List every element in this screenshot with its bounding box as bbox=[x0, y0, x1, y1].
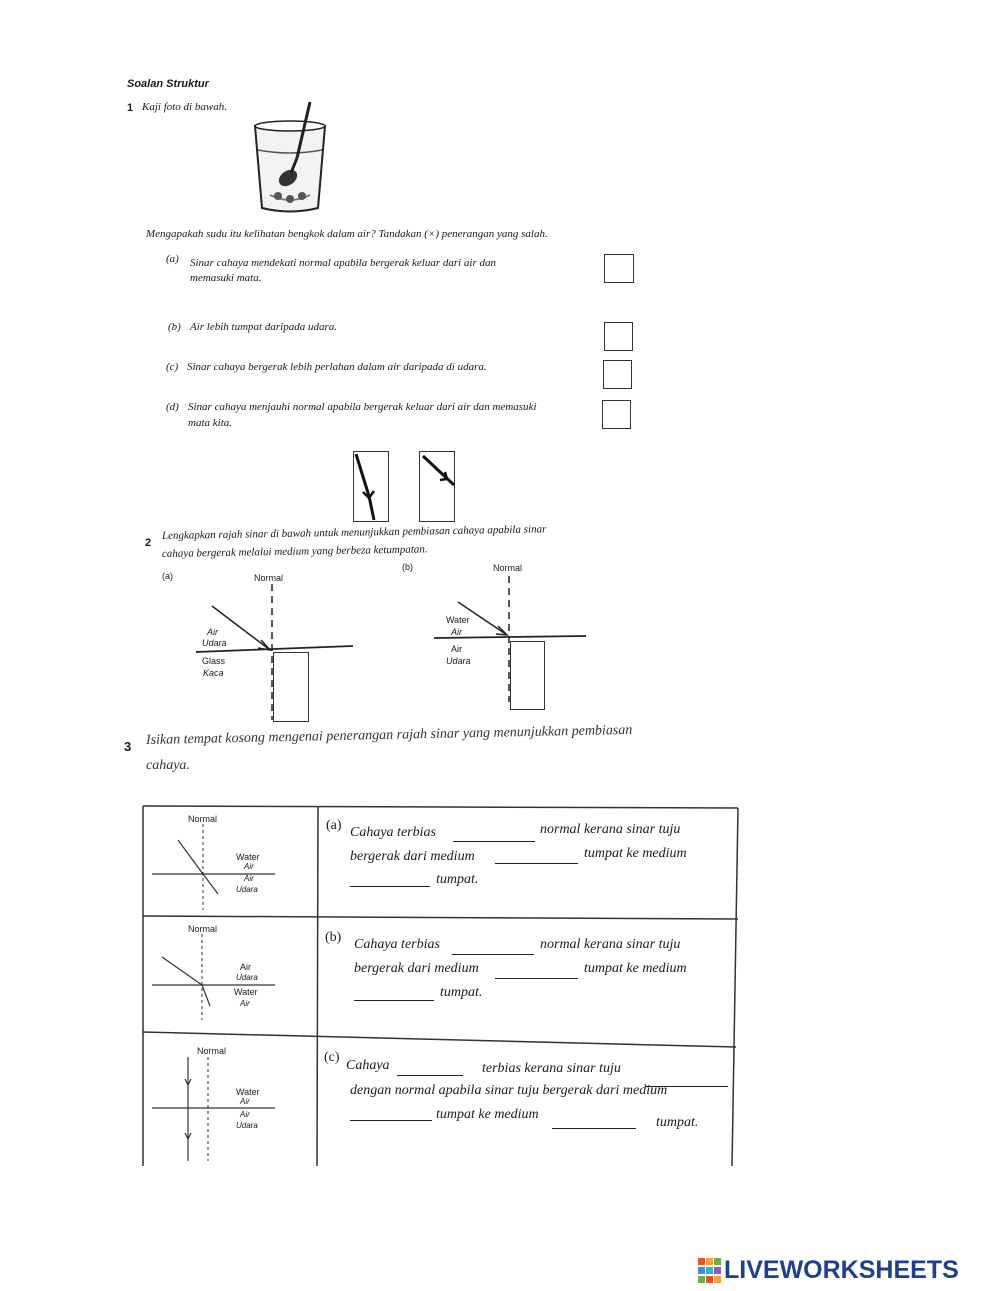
q3-row-b-normal: Normal bbox=[188, 924, 218, 934]
q2-diagram-b-top1: Water bbox=[446, 615, 470, 625]
q1-number: 1 bbox=[127, 102, 134, 114]
q3-row-b-rays bbox=[150, 932, 290, 1022]
q3-row-c-blank-3[interactable] bbox=[350, 1106, 432, 1121]
q3-text-line2: cahaya. bbox=[146, 758, 190, 773]
q3-row-c-line1b: terbias kerana sinar tuju bbox=[482, 1061, 621, 1076]
q2-number: 2 bbox=[145, 537, 152, 549]
q3-row-a-line2a: bergerak dari medium bbox=[350, 849, 475, 864]
q3-row-c-label: (c) bbox=[324, 1050, 340, 1065]
q3-row-b-m3: Water bbox=[234, 987, 258, 997]
q1-instruction: Kaji foto di bawah. bbox=[142, 101, 227, 113]
q3-row-b-line1b: normal kerana sinar tuju bbox=[540, 937, 681, 952]
q3-row-a-line1b: normal kerana sinar tuju bbox=[540, 822, 681, 837]
q3-row-b-line2b: tumpat ke medium bbox=[584, 961, 687, 976]
q2-diagram-a-bottom2: Kaca bbox=[203, 668, 224, 678]
q3-row-c-line3b: tumpat. bbox=[656, 1115, 699, 1130]
q1-option-d-text: Sinar cahaya menjauhi normal apabila bergerak keluar dari air dan memasuki bbox=[188, 401, 537, 413]
q3-row-c-m1: Water bbox=[236, 1087, 260, 1097]
q1-option-c-label: (c) bbox=[166, 361, 179, 373]
q2-text-line2: cahaya bergerak melalui medium yang berbeza ketumpatan. bbox=[161, 543, 428, 560]
footer-brand[interactable]: LIVEWORKSHEETS bbox=[724, 1256, 959, 1284]
q3-row-a-line1a: Cahaya terbias bbox=[350, 825, 436, 840]
q3-row-b-m1: Air bbox=[240, 962, 251, 972]
q3-row-a-blank-1[interactable] bbox=[453, 826, 535, 842]
q1-question: Mengapakah sudu itu kelihatan bengkok dalam air? Tandakan (×) penerangan yang salah. bbox=[146, 228, 548, 240]
q2-diagram-b-normal: Normal bbox=[493, 563, 523, 573]
q3-row-c-blank-1[interactable] bbox=[397, 1060, 463, 1076]
q1-option-a-text-2: memasuki mata. bbox=[190, 272, 262, 284]
q2-diagram-b-bottom1: Air bbox=[451, 644, 462, 654]
q3-row-a-line2b: tumpat ke medium bbox=[584, 846, 687, 861]
q3-row-a-rays bbox=[150, 822, 290, 912]
q1-option-c-text: Sinar cahaya bergerak lebih perlahan dalam air daripada di udara. bbox=[187, 361, 487, 373]
q3-row-b-line3: tumpat. bbox=[440, 985, 483, 1000]
q3-row-c-m2: Air bbox=[240, 1097, 250, 1106]
q2-diagram-b-label: (b) bbox=[402, 562, 413, 572]
q2-diagram-a-top2: Udara bbox=[202, 638, 227, 648]
q3-row-b-line1a: Cahaya terbias bbox=[354, 937, 440, 952]
q1-option-a-text: Sinar cahaya mendekati normal apabila bergerak keluar dari air dan bbox=[190, 257, 497, 269]
q3-row-c-line3a: tumpat ke medium bbox=[436, 1107, 539, 1122]
q3-row-a-m4: Udara bbox=[236, 885, 258, 894]
q3-row-a-line3: tumpat. bbox=[436, 872, 479, 887]
q1-option-d-text-2: mata kita. bbox=[188, 417, 232, 429]
q2-diagram-a-label: (a) bbox=[162, 571, 173, 581]
q3-row-b-m2: Udara bbox=[236, 973, 258, 982]
q2-diagram-b-top2: Air bbox=[451, 627, 462, 637]
q3-number: 3 bbox=[124, 739, 132, 754]
q3-row-c-blank-4[interactable] bbox=[552, 1114, 636, 1129]
q3-text-line1: Isikan tempat kosong mengenai penerangan rajah sinar yang menunjukkan pembiasan bbox=[145, 722, 633, 748]
q3-row-c-rays bbox=[150, 1055, 290, 1165]
q1-option-b-text: Air lebih tumpat daripada udara. bbox=[190, 321, 337, 333]
liveworksheets-logo-icon bbox=[698, 1258, 722, 1284]
q3-row-b-blank-2[interactable] bbox=[495, 963, 578, 979]
q3-row-c-line1a: Cahaya bbox=[346, 1058, 390, 1073]
q3-row-a-m3: Air bbox=[244, 874, 254, 883]
q3-row-a-label: (a) bbox=[326, 818, 342, 833]
q3-row-b-line2a: bergerak dari medium bbox=[354, 961, 479, 976]
q3-row-b-label: (b) bbox=[325, 930, 342, 945]
q3-row-a-m2: Air bbox=[244, 862, 254, 871]
q3-row-c-m3: Air bbox=[240, 1110, 250, 1119]
q3-row-a-normal: Normal bbox=[188, 814, 218, 824]
q3-row-b-m4: Air bbox=[240, 999, 250, 1008]
q3-row-c-normal: Normal bbox=[197, 1046, 227, 1056]
q1-option-b-label: (b) bbox=[168, 321, 181, 333]
q1-option-d-label: (d) bbox=[166, 401, 179, 413]
q3-row-b-blank-3[interactable] bbox=[354, 985, 434, 1001]
q3-row-b-blank-1[interactable] bbox=[452, 939, 534, 955]
q2-text-line1: Lengkapkan rajah sinar di bawah untuk menunjukkan pembiasan cahaya apabila sinar bbox=[161, 523, 547, 542]
q3-row-a-m1: Water bbox=[236, 852, 260, 862]
q2-diagram-a-normal: Normal bbox=[254, 573, 284, 583]
q3-row-a-blank-3[interactable] bbox=[350, 871, 430, 887]
q2-diagram-b-bottom2: Udara bbox=[446, 656, 471, 666]
q3-row-c-m4: Udara bbox=[236, 1121, 258, 1130]
q1-option-a-label: (a) bbox=[166, 253, 179, 265]
q3-row-c-line2a: dengan normal apabila sinar tuju bergerak dari medium bbox=[350, 1083, 668, 1098]
q2-diagram-a-top1: Air bbox=[207, 627, 218, 637]
q2-diagram-a-bottom1: Glass bbox=[202, 656, 226, 666]
q3-row-a-blank-2[interactable] bbox=[495, 848, 578, 864]
section-title: Soalan Struktur bbox=[127, 78, 209, 90]
